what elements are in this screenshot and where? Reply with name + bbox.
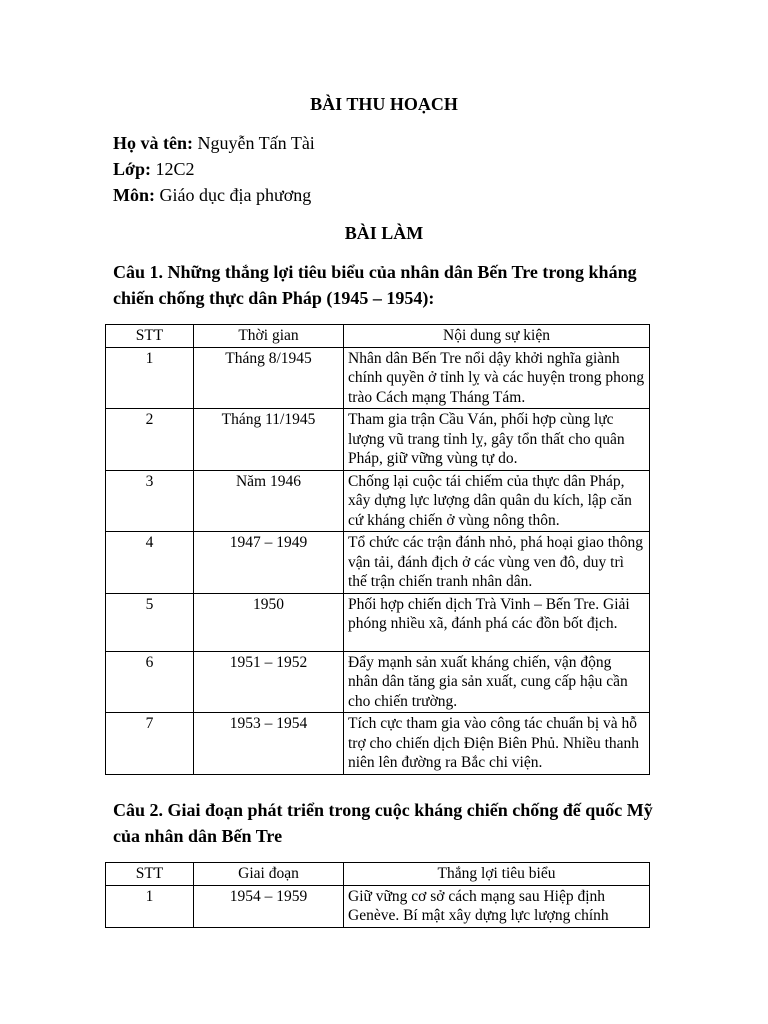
- row-content: Đẩy mạnh sản xuất kháng chiến, vận động nhân dân tăng gia sản xuất, cung cấp hậu cần cho chiến trường.: [344, 651, 650, 713]
- header-period: Giai đoạn: [194, 863, 344, 886]
- row-content: Tích cực tham gia vào công tác chuẩn bị và hỗ trợ cho chiến dịch Điện Biên Phủ. Nhiều thanh niên lên đường ra Bắc chi viện.: [344, 713, 650, 775]
- table-header-row: [106, 325, 650, 348]
- row-content: Chống lại cuộc tái chiếm của thực dân Pháp, xây dựng lực lượng dân quân du kích, lập căn cứ kháng chiến ở vùng nông thôn.: [344, 470, 650, 532]
- row-time: 1950: [194, 593, 344, 651]
- student-subject-label: Môn:: [113, 185, 155, 205]
- table-row: [106, 409, 650, 471]
- row-stt: 1: [106, 885, 194, 927]
- row-stt: 4: [106, 532, 194, 594]
- student-subject-value: Giáo dục địa phương: [155, 185, 312, 205]
- question-1-table: [105, 324, 650, 775]
- row-stt: 1: [106, 347, 194, 409]
- section-title: BÀI LÀM: [344, 223, 424, 243]
- row-content: Giữ vững cơ sở cách mạng sau Hiệp định Genève. Bí mật xây dựng lực lượng chính: [344, 885, 650, 927]
- row-time: 1947 – 1949: [194, 532, 344, 594]
- row-stt: 2: [106, 409, 194, 471]
- table-row: [106, 532, 650, 594]
- student-name-label: Họ và tên:: [113, 133, 193, 153]
- row-time: 1953 – 1954: [194, 713, 344, 775]
- row-time: Năm 1946: [194, 470, 344, 532]
- table-row: [106, 470, 650, 532]
- row-time: Tháng 11/1945: [194, 409, 344, 471]
- question-2-table: [105, 862, 650, 928]
- question-1-title: Câu 1. Những thắng lợi tiêu biểu của nhân dân Bến Tre trong kháng chiến chống thực dân Pháp (1945 – 1954):: [113, 262, 637, 308]
- question-2-title: Câu 2. Giai đoạn phát triển trong cuộc kháng chiến chống đế quốc Mỹ của nhân dân Bến Tre: [113, 800, 653, 846]
- header-stt: STT: [106, 863, 194, 886]
- header-time: Thời gian: [194, 325, 344, 348]
- row-time: Tháng 8/1945: [194, 347, 344, 409]
- table-row: [106, 593, 650, 651]
- row-period: 1954 – 1959: [194, 885, 344, 927]
- table-row: [106, 713, 650, 775]
- table-header-row: [106, 863, 650, 886]
- row-content: Phối hợp chiến dịch Trà Vinh – Bến Tre. Giải phóng nhiều xã, đánh phá các đồn bốt địch.: [344, 593, 650, 651]
- student-name-value: Nguyễn Tấn Tài: [193, 133, 315, 153]
- table-row: [106, 347, 650, 409]
- document-heading: BÀI THU HOẠCH: [310, 94, 458, 114]
- table-row: [106, 651, 650, 713]
- student-class-line: [113, 157, 195, 181]
- row-time: 1951 – 1952: [194, 651, 344, 713]
- header-victory: Thắng lợi tiêu biểu: [344, 863, 650, 886]
- student-class-label: Lớp:: [113, 159, 151, 179]
- row-content: Tổ chức các trận đánh nhỏ, phá hoại giao thông vận tải, đánh địch ở các vùng ven đô, duy trì thế trận chiến tranh nhân dân.: [344, 532, 650, 594]
- table-row: [106, 885, 650, 927]
- student-name-line: [113, 131, 315, 155]
- row-stt: 7: [106, 713, 194, 775]
- row-stt: 5: [106, 593, 194, 651]
- row-stt: 6: [106, 651, 194, 713]
- row-content: Nhân dân Bến Tre nổi dậy khởi nghĩa giành chính quyền ở tỉnh lỵ và các huyện trong phong trào Cách mạng Tháng Tám.: [344, 347, 650, 409]
- header-content: Nội dung sự kiện: [344, 325, 650, 348]
- student-class-value: 12C2: [150, 159, 195, 179]
- header-stt: STT: [106, 325, 194, 348]
- student-subject-line: [113, 183, 311, 207]
- row-content: Tham gia trận Cầu Ván, phối hợp cùng lực lượng vũ trang tỉnh lỵ, gây tổn thất cho quân Pháp, giữ vững vùng tự do.: [344, 409, 650, 471]
- row-stt: 3: [106, 470, 194, 532]
